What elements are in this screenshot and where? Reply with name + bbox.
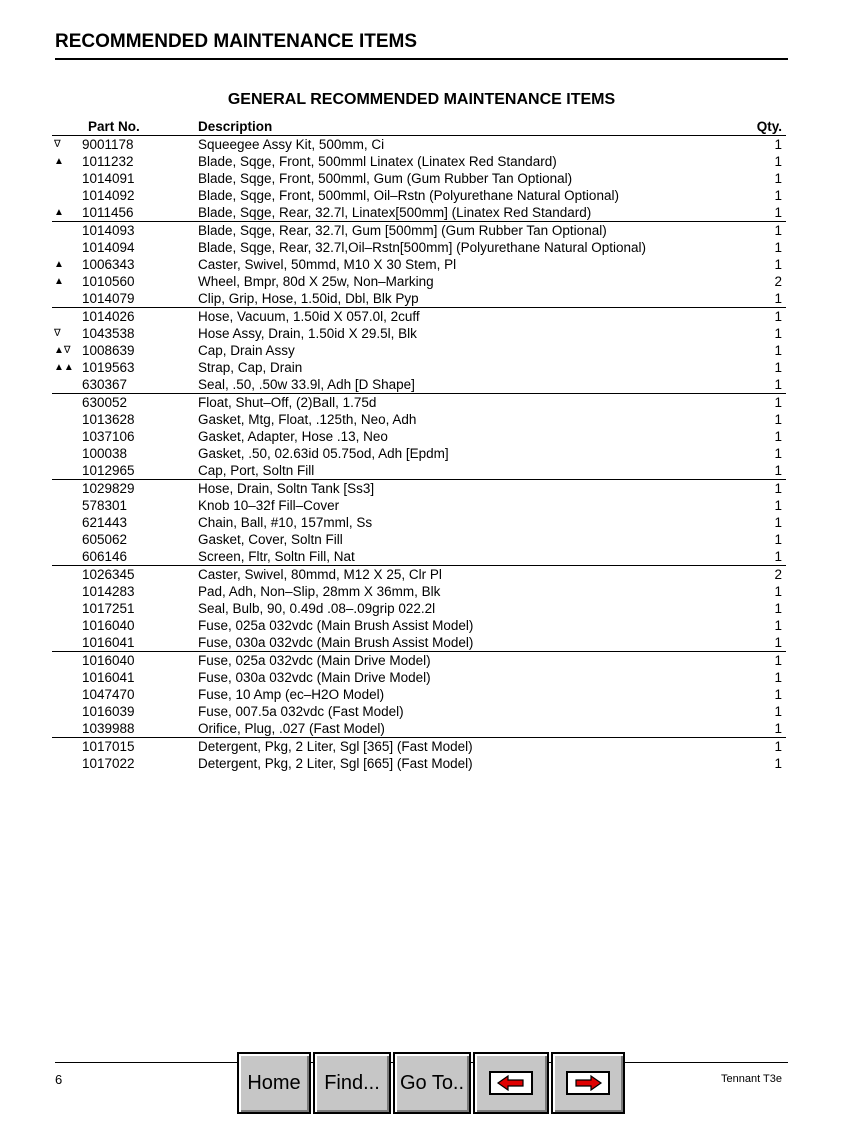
part-number: 1013628 bbox=[82, 411, 135, 427]
part-description: Strap, Cap, Drain bbox=[198, 359, 303, 375]
row-mark bbox=[52, 583, 82, 600]
part-description: Fuse, 10 Amp (ec–H2O Model) bbox=[198, 686, 385, 702]
part-number: 1039988 bbox=[82, 720, 198, 738]
row-mark bbox=[52, 617, 82, 634]
table-row bbox=[52, 308, 786, 326]
part-number: 1014026 bbox=[82, 308, 135, 324]
part-quantity: 1 bbox=[774, 153, 782, 169]
part-number: 1011232 bbox=[82, 153, 134, 169]
row-mark bbox=[52, 187, 82, 204]
table-row bbox=[52, 222, 786, 240]
home-button[interactable]: Home bbox=[237, 1052, 311, 1114]
table-row bbox=[52, 325, 786, 342]
table-row bbox=[52, 497, 786, 514]
row-mark bbox=[52, 497, 82, 514]
part-quantity: 1 bbox=[774, 703, 782, 719]
table-row bbox=[52, 617, 786, 634]
part-quantity: 1 bbox=[774, 428, 782, 444]
table-row bbox=[52, 428, 786, 445]
part-number: 605062 bbox=[82, 531, 128, 547]
previous-page-button[interactable] bbox=[473, 1052, 549, 1114]
part-quantity: 1 bbox=[774, 170, 782, 186]
page-number: 6 bbox=[55, 1072, 63, 1087]
part-description: Knob 10–32f Fill–Cover bbox=[198, 497, 340, 513]
part-number: 1016040 bbox=[82, 617, 135, 633]
table-row bbox=[52, 256, 786, 273]
brand-label: Tennant T3e bbox=[721, 1073, 782, 1085]
table-row bbox=[52, 669, 786, 686]
row-mark bbox=[52, 548, 82, 566]
part-quantity: 1 bbox=[774, 256, 782, 272]
table-row bbox=[52, 703, 786, 720]
part-number: 1019563 bbox=[82, 359, 135, 375]
part-quantity: 1 bbox=[774, 480, 782, 496]
table-row bbox=[52, 583, 786, 600]
row-mark bbox=[52, 428, 82, 445]
part-number: 1008639 bbox=[82, 342, 135, 358]
navigation-bar bbox=[237, 1052, 627, 1118]
table-row bbox=[52, 445, 786, 462]
description-column-header: Description bbox=[198, 118, 742, 136]
part-description: Float, Shut–Off, (2)Ball, 1.75d bbox=[198, 394, 377, 410]
part-description: Cap, Drain Assy bbox=[198, 342, 295, 358]
part-number: 630367 bbox=[82, 376, 198, 394]
row-mark: ∇ bbox=[54, 138, 61, 150]
part-quantity: 1 bbox=[774, 136, 782, 152]
table-row bbox=[52, 153, 786, 170]
part-number: 1016041 bbox=[82, 634, 198, 652]
row-mark: ▲ bbox=[52, 204, 82, 222]
row-mark bbox=[52, 686, 82, 703]
table-row bbox=[52, 394, 786, 412]
table-header-row bbox=[52, 118, 786, 136]
part-quantity: 1 bbox=[774, 514, 782, 530]
row-mark bbox=[52, 703, 82, 720]
part-quantity: 1 bbox=[774, 359, 782, 375]
part-description: Caster, Swivel, 80mmd, M12 X 25, Clr Pl bbox=[198, 566, 442, 582]
part-description: Fuse, 007.5a 032vdc (Fast Model) bbox=[198, 703, 404, 719]
part-number: 1014079 bbox=[82, 290, 198, 308]
part-description: Wheel, Bmpr, 80d X 25w, Non–Marking bbox=[198, 273, 434, 289]
part-number: 1012965 bbox=[82, 462, 198, 480]
row-mark bbox=[52, 445, 82, 462]
table-row bbox=[52, 376, 786, 394]
part-description: Seal, Bulb, 90, 0.49d .08–.09grip 022.2l bbox=[198, 600, 436, 616]
part-quantity: 2 bbox=[774, 566, 782, 582]
part-number: 1014093 bbox=[82, 222, 135, 238]
part-description: Blade, Sqge, Front, 500mml Linatex (Linatex Red Standard) bbox=[198, 153, 557, 169]
part-quantity: 1 bbox=[774, 342, 782, 358]
part-number: 578301 bbox=[82, 497, 128, 513]
part-number: 1011456 bbox=[82, 204, 198, 222]
part-quantity: 1 bbox=[774, 325, 782, 341]
table-row bbox=[52, 531, 786, 548]
part-description: Orifice, Plug, .027 (Fast Model) bbox=[198, 720, 742, 738]
row-mark bbox=[52, 222, 82, 240]
part-quantity: 1 bbox=[774, 531, 782, 547]
part-description: Blade, Sqge, Front, 500mml, Oil–Rstn (Polyurethane Natural Optional) bbox=[198, 187, 619, 203]
part-description: Screen, Fltr, Soltn Fill, Nat bbox=[198, 548, 742, 566]
section-title: GENERAL RECOMMENDED MAINTENANCE ITEMS bbox=[227, 91, 616, 108]
table-row bbox=[52, 204, 786, 222]
left-arrow-icon bbox=[489, 1071, 533, 1095]
next-page-button[interactable] bbox=[551, 1052, 625, 1114]
part-number: 100038 bbox=[82, 445, 128, 461]
part-quantity: 1 bbox=[774, 497, 782, 513]
part-description: Fuse, 025a 032vdc (Main Brush Assist Model) bbox=[198, 617, 474, 633]
part-number: 1029829 bbox=[82, 480, 135, 496]
table-row bbox=[52, 480, 786, 498]
part-description: Detergent, Pkg, 2 Liter, Sgl [365] (Fast Model) bbox=[198, 738, 473, 754]
table-row bbox=[52, 290, 786, 308]
row-mark: ▲∇ bbox=[54, 344, 71, 356]
part-quantity: 2 bbox=[774, 273, 782, 289]
part-description: Fuse, 030a 032vdc (Main Brush Assist Model) bbox=[198, 634, 742, 652]
row-mark bbox=[52, 170, 82, 187]
row-mark bbox=[52, 634, 82, 652]
row-mark: ▲ bbox=[54, 275, 64, 287]
part-description: Gasket, .50, 02.63id 05.75od, Adh [Epdm] bbox=[198, 445, 449, 461]
row-mark bbox=[52, 462, 82, 480]
part-quantity: 1 bbox=[774, 411, 782, 427]
row-mark bbox=[52, 755, 82, 772]
part-number: 1037106 bbox=[82, 428, 135, 444]
table-row bbox=[52, 634, 786, 652]
part-quantity: 1 bbox=[742, 462, 786, 480]
page-title: RECOMMENDED MAINTENANCE ITEMS bbox=[55, 30, 788, 60]
table-row bbox=[52, 462, 786, 480]
part-description: Seal, .50, .50w 33.9l, Adh [D Shape] bbox=[198, 376, 742, 394]
row-mark: ▲ bbox=[54, 155, 64, 167]
row-mark bbox=[52, 738, 82, 756]
part-description: Blade, Sqge, Front, 500mml, Gum (Gum Rubber Tan Optional) bbox=[198, 170, 573, 186]
part-quantity: 1 bbox=[774, 308, 782, 324]
part-quantity: 1 bbox=[774, 394, 782, 410]
part-quantity: 1 bbox=[774, 669, 782, 685]
part-quantity: 1 bbox=[774, 652, 782, 668]
row-mark bbox=[52, 669, 82, 686]
part-description: Gasket, Cover, Soltn Fill bbox=[198, 531, 343, 547]
row-mark bbox=[52, 376, 82, 394]
part-quantity: 1 bbox=[742, 720, 786, 738]
part-description: Hose Assy, Drain, 1.50id X 29.5l, Blk bbox=[198, 325, 417, 341]
table-row bbox=[52, 514, 786, 531]
table-row bbox=[52, 566, 786, 584]
table-row bbox=[52, 738, 786, 756]
part-number: 1014091 bbox=[82, 170, 135, 186]
part-description: Chain, Ball, #10, 157mml, Ss bbox=[198, 514, 373, 530]
table-row bbox=[52, 652, 786, 670]
row-mark: ▲ bbox=[54, 258, 64, 270]
part-number: 9001178 bbox=[82, 136, 134, 152]
part-quantity: 1 bbox=[774, 222, 782, 238]
part-quantity: 1 bbox=[774, 738, 782, 754]
part-number: 1017022 bbox=[82, 755, 135, 771]
part-number: 630052 bbox=[82, 394, 128, 410]
part-quantity: 1 bbox=[742, 376, 786, 394]
part-quantity: 1 bbox=[774, 617, 782, 633]
row-mark bbox=[52, 394, 82, 412]
part-number: 606146 bbox=[82, 548, 198, 566]
table-row bbox=[52, 600, 786, 617]
table-row bbox=[52, 342, 786, 359]
part-quantity: 1 bbox=[774, 686, 782, 702]
part-number: 1026345 bbox=[82, 566, 135, 582]
goto-button[interactable]: Go To.. bbox=[393, 1052, 471, 1114]
part-number: 1016039 bbox=[82, 703, 135, 719]
table-row bbox=[52, 686, 786, 703]
part-description: Gasket, Adapter, Hose .13, Neo bbox=[198, 428, 388, 444]
part-number: 1017015 bbox=[82, 738, 135, 754]
table-row bbox=[52, 359, 786, 376]
row-mark bbox=[52, 531, 82, 548]
part-quantity: 1 bbox=[742, 204, 786, 222]
part-number: 1014094 bbox=[82, 239, 135, 255]
part-description: Hose, Drain, Soltn Tank [Ss3] bbox=[198, 480, 375, 496]
part-description: Caster, Swivel, 50mmd, M10 X 30 Stem, Pl bbox=[198, 256, 457, 272]
part-quantity: 1 bbox=[742, 548, 786, 566]
table-row bbox=[52, 187, 786, 204]
part-description: Clip, Grip, Hose, 1.50id, Dbl, Blk Pyp bbox=[198, 290, 742, 308]
row-mark: ∇ bbox=[54, 327, 61, 339]
parts-table-body bbox=[52, 136, 786, 773]
part-quantity: 1 bbox=[774, 187, 782, 203]
part-description: Fuse, 025a 032vdc (Main Drive Model) bbox=[198, 652, 431, 668]
part-description: Blade, Sqge, Rear, 32.7l, Linatex[500mm] (Linatex Red Standard) bbox=[198, 204, 742, 222]
part-number: 1016041 bbox=[82, 669, 135, 685]
table-row bbox=[52, 170, 786, 187]
row-mark bbox=[52, 239, 82, 256]
part-description: Blade, Sqge, Rear, 32.7l, Gum [500mm] (Gum Rubber Tan Optional) bbox=[198, 222, 607, 238]
find-button[interactable]: Find... bbox=[313, 1052, 391, 1114]
row-mark: ▲▲ bbox=[54, 361, 74, 373]
part-number: 1014283 bbox=[82, 583, 135, 599]
row-mark bbox=[52, 720, 82, 738]
part-description: Cap, Port, Soltn Fill bbox=[198, 462, 742, 480]
row-mark bbox=[52, 600, 82, 617]
part-number: 1016040 bbox=[82, 652, 135, 668]
table-row bbox=[52, 136, 786, 154]
right-arrow-icon bbox=[566, 1071, 610, 1095]
part-description: Gasket, Mtg, Float, .125th, Neo, Adh bbox=[198, 411, 417, 427]
row-mark bbox=[52, 411, 82, 428]
part-number: 1014092 bbox=[82, 187, 135, 203]
part-number: 1043538 bbox=[82, 325, 135, 341]
part-number: 1047470 bbox=[82, 686, 135, 702]
row-mark bbox=[52, 480, 82, 498]
part-description: Blade, Sqge, Rear, 32.7l,Oil–Rstn[500mm] (Polyurethane Natural Optional) bbox=[198, 239, 646, 255]
part-number: 1010560 bbox=[82, 273, 135, 289]
table-row bbox=[52, 239, 786, 256]
part-quantity: 1 bbox=[742, 634, 786, 652]
part-number: 621443 bbox=[82, 514, 128, 530]
table-row bbox=[52, 273, 786, 290]
mark-column-header bbox=[52, 118, 82, 136]
qty-column-header: Qty. bbox=[742, 118, 786, 136]
row-mark bbox=[52, 308, 82, 326]
row-mark bbox=[52, 514, 82, 531]
parts-table bbox=[52, 118, 786, 772]
part-quantity: 1 bbox=[774, 600, 782, 616]
part-description: Fuse, 030a 032vdc (Main Drive Model) bbox=[198, 669, 431, 685]
table-row bbox=[52, 548, 786, 566]
table-row bbox=[52, 755, 786, 772]
table-row bbox=[52, 411, 786, 428]
part-number: 1006343 bbox=[82, 256, 135, 272]
part-no-column-header: Part No. bbox=[82, 118, 198, 136]
part-description: Hose, Vacuum, 1.50id X 057.0l, 2cuff bbox=[198, 308, 420, 324]
part-quantity: 1 bbox=[774, 583, 782, 599]
part-quantity: 1 bbox=[742, 290, 786, 308]
part-description: Pad, Adh, Non–Slip, 28mm X 36mm, Blk bbox=[198, 583, 441, 599]
part-quantity: 1 bbox=[774, 239, 782, 255]
part-quantity: 1 bbox=[774, 755, 782, 771]
part-description: Squeegee Assy Kit, 500mm, Ci bbox=[198, 136, 385, 152]
part-number: 1017251 bbox=[82, 600, 135, 616]
row-mark bbox=[52, 566, 82, 584]
row-mark bbox=[52, 290, 82, 308]
table-row bbox=[52, 720, 786, 738]
part-quantity: 1 bbox=[774, 445, 782, 461]
part-description: Detergent, Pkg, 2 Liter, Sgl [665] (Fast Model) bbox=[198, 755, 473, 771]
row-mark bbox=[52, 652, 82, 670]
